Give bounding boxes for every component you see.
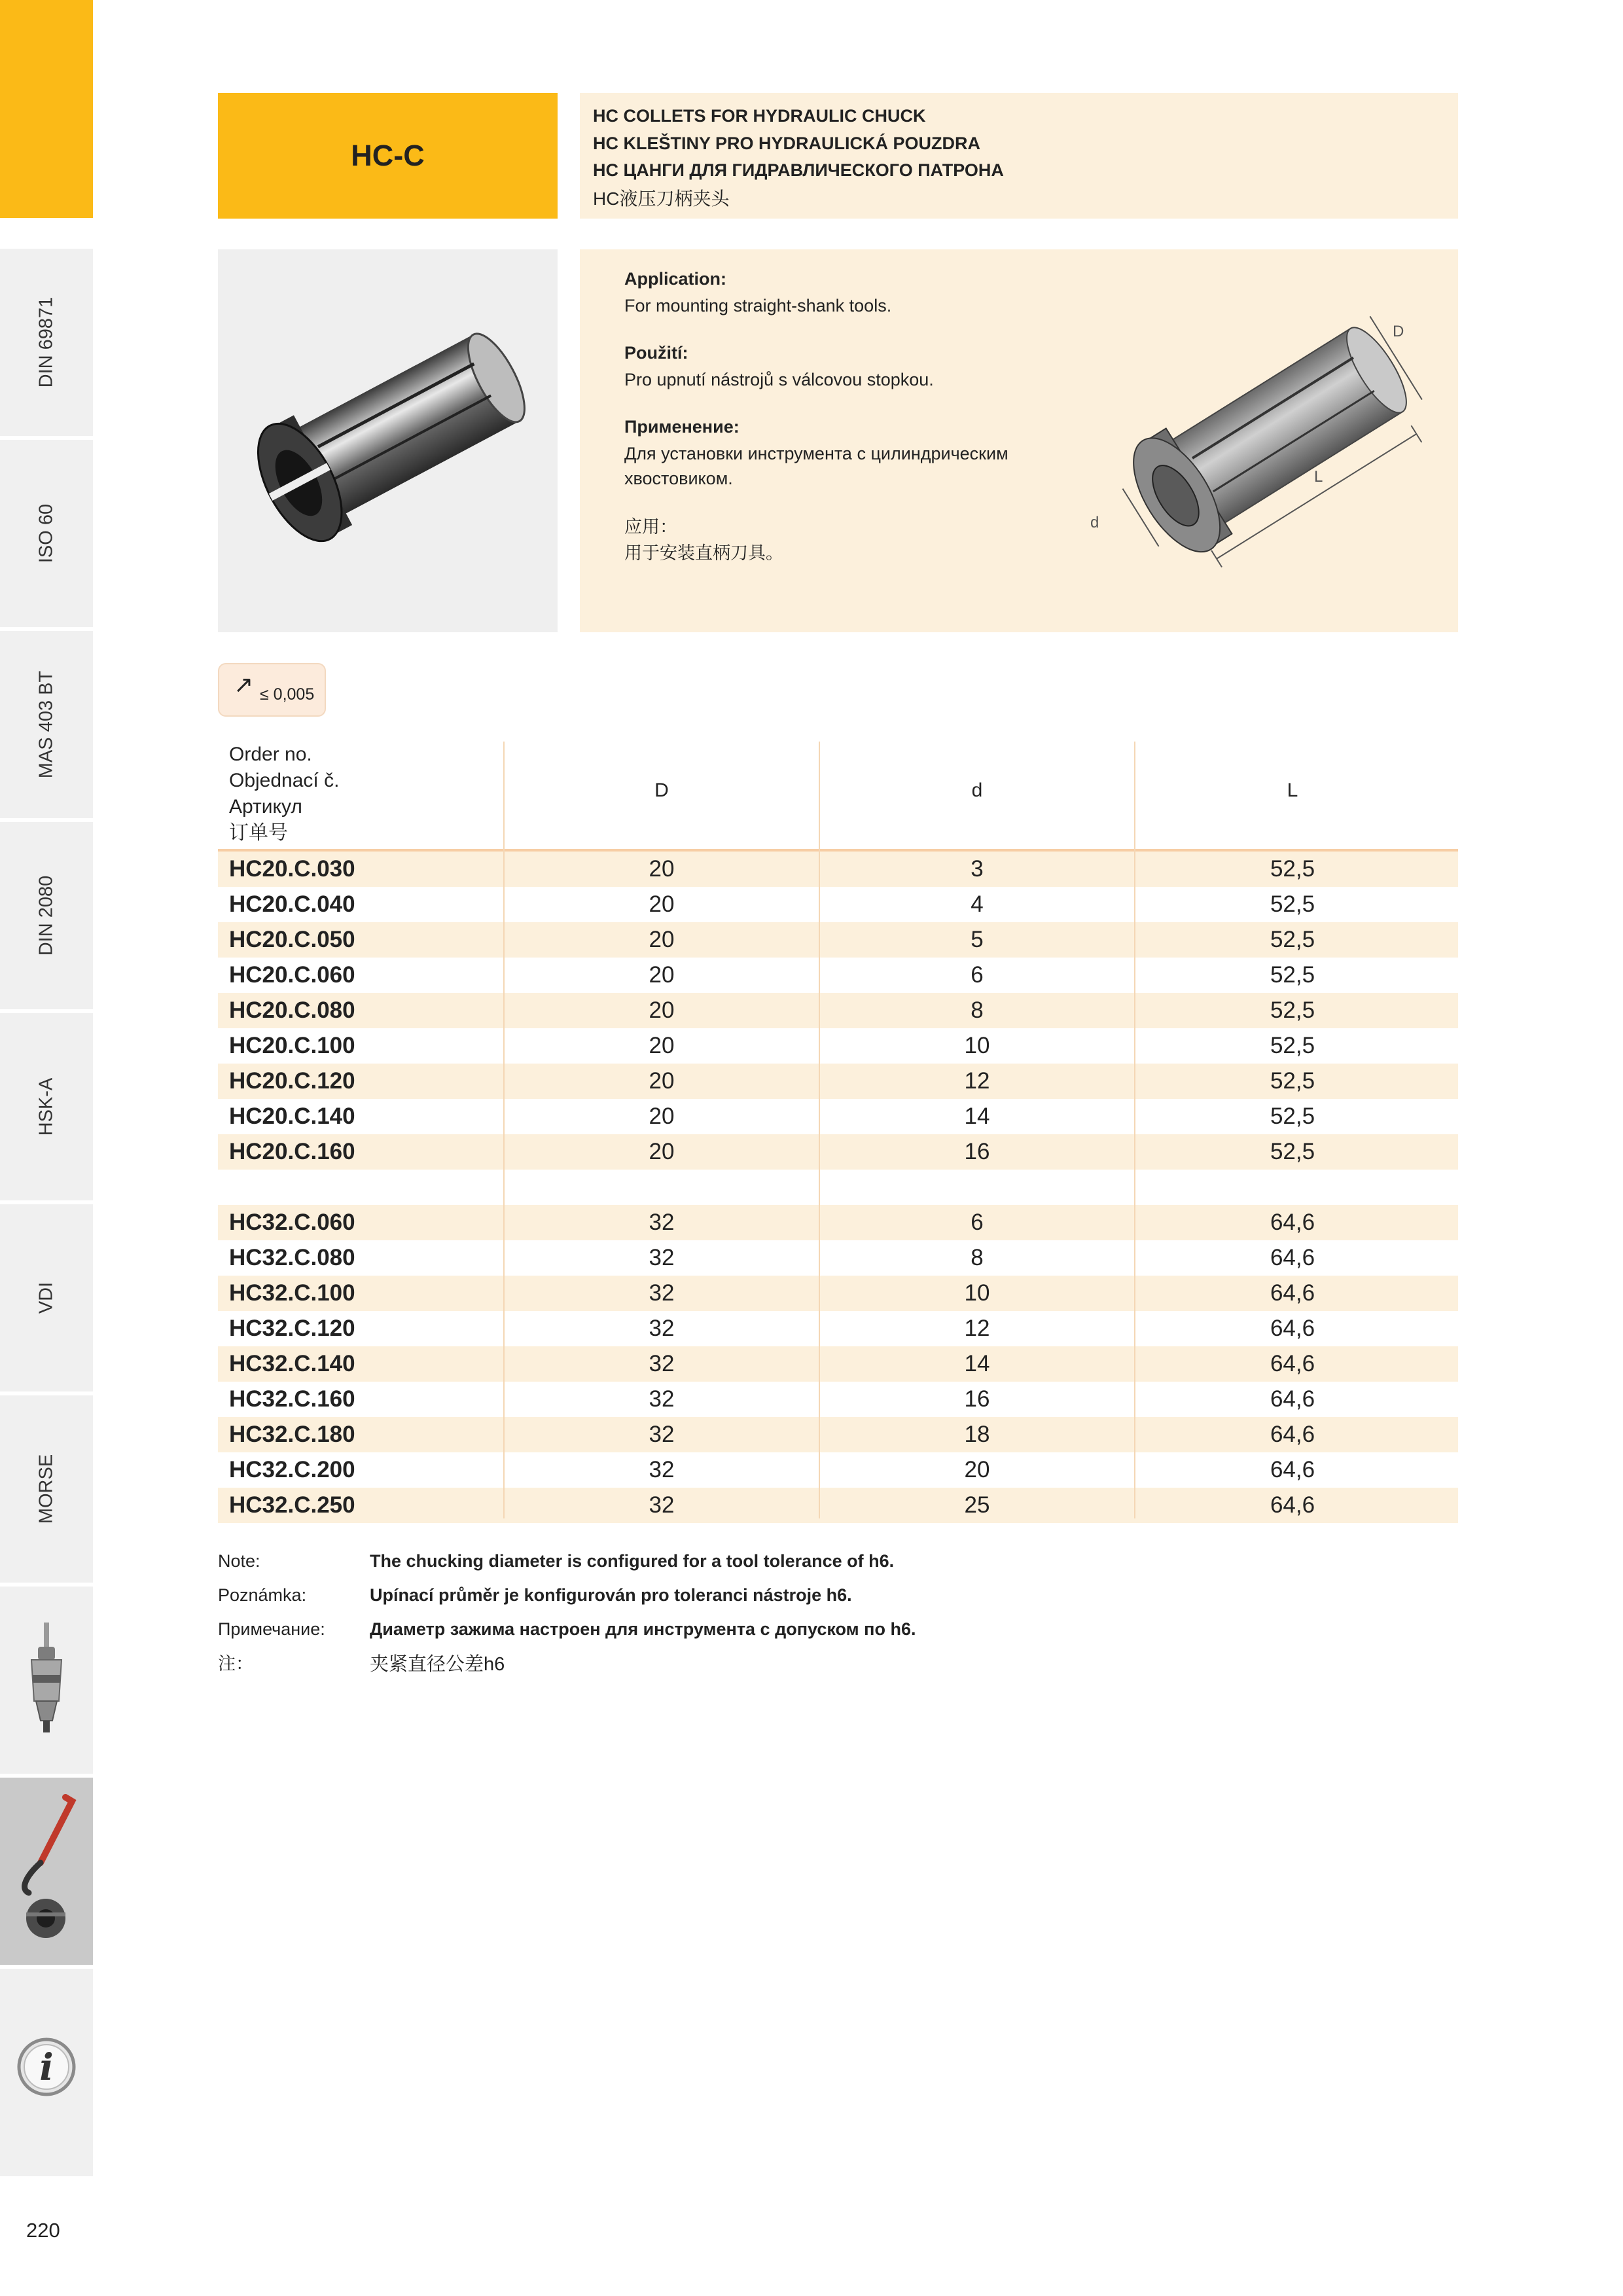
- sidebar-tab-accessories[interactable]: [0, 1778, 93, 1965]
- cell-D: 20: [649, 856, 675, 882]
- table-row: [218, 1240, 1458, 1276]
- cell-D: 32: [649, 1386, 675, 1412]
- cell-L: 64,6: [1270, 1280, 1315, 1306]
- application-text-cz: Pro upnutí nástrojů s válcovou stopkou.: [624, 370, 934, 389]
- product-code: HC-C: [351, 139, 425, 172]
- cell-d: 25: [964, 1492, 990, 1518]
- sidebar-tab-mas-403-bt[interactable]: [0, 631, 93, 818]
- title-ru: HC ЦАНГИ ДЛЯ ГИДРАВЛИЧЕСКОГО ПАТРОНА: [593, 160, 1004, 180]
- runout-tolerance-badge: [218, 663, 326, 717]
- order-number: HC20.C.140: [229, 1103, 355, 1129]
- header-order-cz: Objednací č.: [229, 770, 340, 791]
- order-number: HC20.C.050: [229, 927, 355, 952]
- info-icon: [0, 1969, 93, 2176]
- application-text-en: For mounting straight-shank tools.: [624, 296, 892, 315]
- drawing-label-D: D: [1393, 323, 1404, 340]
- order-number: HC32.C.140: [229, 1351, 355, 1376]
- cell-d: 12: [964, 1068, 990, 1094]
- page-number: 220: [26, 2219, 60, 2242]
- collet-drawing: [1065, 249, 1458, 632]
- table-header-d: d: [971, 780, 983, 801]
- order-number: HC32.C.080: [229, 1245, 355, 1270]
- title-en: HC COLLETS FOR HYDRAULIC CHUCK: [593, 106, 926, 126]
- cell-D: 32: [649, 1210, 675, 1235]
- sidebar-tab-din-2080[interactable]: [0, 822, 93, 1009]
- table-row: [218, 1205, 1458, 1240]
- sidebar-tab-label: ISO 60: [35, 503, 57, 564]
- sidebar-tab-morse[interactable]: [0, 1395, 93, 1583]
- cell-L: 64,6: [1270, 1210, 1315, 1235]
- cell-L: 64,6: [1270, 1386, 1315, 1412]
- cell-D: 20: [649, 927, 675, 952]
- cell-L: 64,6: [1270, 1422, 1315, 1447]
- cell-L: 52,5: [1270, 962, 1315, 988]
- product-code-box: [218, 93, 558, 219]
- order-number: HC20.C.060: [229, 962, 355, 988]
- sidebar-tab-din-69871[interactable]: [0, 249, 93, 436]
- order-number: HC32.C.200: [229, 1457, 355, 1482]
- cell-L: 52,5: [1270, 856, 1315, 882]
- note-label-cz: Poznámka:: [218, 1585, 307, 1605]
- cell-L: 64,6: [1270, 1316, 1315, 1341]
- drill-chuck-icon: [0, 1587, 93, 1774]
- order-number: HC32.C.160: [229, 1386, 355, 1412]
- cell-d: 14: [964, 1351, 990, 1376]
- order-number: HC32.C.100: [229, 1280, 355, 1306]
- cell-d: 4: [971, 891, 984, 917]
- table-row: [218, 1099, 1458, 1134]
- table-header-order: [229, 742, 339, 846]
- table-row: [218, 1311, 1458, 1346]
- note-text-zh: 夹紧直径公差h6: [370, 1654, 505, 1675]
- sidebar-tab-label: DIN 2080: [35, 875, 57, 956]
- cell-L: 52,5: [1270, 1103, 1315, 1129]
- cell-L: 52,5: [1270, 891, 1315, 917]
- sidebar-tab-label: DIN 69871: [35, 296, 57, 388]
- product-photo: [218, 249, 558, 632]
- table-row: [218, 887, 1458, 922]
- runout-arrow-icon: ↗: [234, 671, 254, 698]
- cell-d: 10: [964, 1280, 990, 1306]
- cell-L: 52,5: [1270, 1139, 1315, 1164]
- application-text-zh: 用于安装直柄刀具。: [624, 543, 783, 563]
- note-label-zh: 注：: [218, 1654, 253, 1674]
- cell-d: 16: [964, 1139, 990, 1164]
- order-number: HC32.C.060: [229, 1210, 355, 1235]
- cell-L: 52,5: [1270, 927, 1315, 952]
- wrench-nut-icon: [0, 1778, 93, 1965]
- note-text-en: The chucking diameter is configured for a tool tolerance of h6.: [370, 1551, 895, 1571]
- cell-D: 32: [649, 1422, 675, 1447]
- sidebar-tab-drill-chuck[interactable]: [0, 1587, 93, 1774]
- sidebar-tab-vdi[interactable]: [0, 1204, 93, 1391]
- drawing-label-L: L: [1314, 468, 1323, 486]
- application-heading-en: Application:: [624, 269, 726, 289]
- runout-tolerance-value: ≤ 0,005: [260, 685, 315, 704]
- note-label-ru: Примечание:: [218, 1619, 325, 1639]
- header-order-zh: 订单号: [229, 822, 288, 844]
- cell-D: 20: [649, 1033, 675, 1058]
- cell-D: 20: [649, 1139, 675, 1164]
- table-row: [218, 1417, 1458, 1452]
- application-heading-cz: Použití:: [624, 343, 688, 363]
- cell-L: 52,5: [1270, 997, 1315, 1023]
- table-row: [218, 1276, 1458, 1311]
- cell-D: 32: [649, 1457, 675, 1482]
- cell-L: 64,6: [1270, 1245, 1315, 1270]
- cell-L: 64,6: [1270, 1492, 1315, 1518]
- order-number: HC20.C.040: [229, 891, 355, 917]
- application-box: [580, 249, 1458, 632]
- cell-d: 10: [964, 1033, 990, 1058]
- header-order-ru: Артикул: [229, 796, 302, 817]
- table-row: [218, 958, 1458, 993]
- note-text-ru: Диаметр зажима настроен для инструмента с допуском по h6.: [370, 1619, 916, 1639]
- collet-photo-image: [218, 249, 558, 632]
- cell-d: 16: [964, 1386, 990, 1412]
- order-number: HC32.C.180: [229, 1422, 355, 1447]
- table-row: [218, 922, 1458, 958]
- table-row: [218, 1134, 1458, 1170]
- column-divider: [1134, 742, 1135, 1518]
- sidebar-tab-hsk-a[interactable]: [0, 1013, 93, 1200]
- cell-D: 20: [649, 962, 675, 988]
- order-number: HC32.C.250: [229, 1492, 355, 1518]
- cell-d: 6: [971, 1210, 984, 1235]
- cell-D: 20: [649, 891, 675, 917]
- svg-text:i: i: [39, 2046, 54, 2089]
- application-text-ru: Для установки инструмента с цилиндрическим: [624, 444, 1008, 463]
- cell-d: 6: [971, 962, 984, 988]
- application-heading-ru: Применение:: [624, 417, 740, 437]
- title-zh: HC液压刀柄夹头: [593, 188, 730, 209]
- cell-D: 32: [649, 1245, 675, 1270]
- table-group-spacer: [218, 1170, 1458, 1205]
- cell-d: 8: [971, 997, 984, 1023]
- product-title-box: [580, 93, 1458, 219]
- table-header-D: D: [654, 780, 669, 801]
- cell-D: 32: [649, 1492, 675, 1518]
- sidebar-tab-info[interactable]: [0, 1969, 93, 2176]
- sidebar-tab-label: VDI: [35, 1282, 57, 1314]
- cell-L: 64,6: [1270, 1457, 1315, 1482]
- table-header-L: L: [1287, 780, 1298, 801]
- cell-L: 52,5: [1270, 1068, 1315, 1094]
- cell-D: 20: [649, 1068, 675, 1094]
- sidebar-tab-iso-60[interactable]: [0, 440, 93, 627]
- cell-d: 18: [964, 1422, 990, 1447]
- cell-D: 32: [649, 1351, 675, 1376]
- column-divider: [503, 742, 505, 1518]
- table-row: [218, 1488, 1458, 1523]
- sidebar-tab-label: MORSE: [35, 1454, 57, 1524]
- sidebar-tab-label: MAS 403 BT: [35, 670, 57, 779]
- sidebar-active-marker: [0, 0, 93, 218]
- table-row: [218, 852, 1458, 887]
- order-number: HC20.C.120: [229, 1068, 355, 1094]
- cell-L: 52,5: [1270, 1033, 1315, 1058]
- cell-d: 12: [964, 1316, 990, 1341]
- cell-D: 32: [649, 1316, 675, 1341]
- title-cz: HC KLEŠTINY PRO HYDRAULICKÁ POUZDRA: [593, 134, 981, 153]
- sidebar-tab-label: HSK-A: [35, 1077, 57, 1136]
- application-heading-zh: 应用：: [624, 517, 677, 537]
- header-order-en: Order no.: [229, 744, 312, 765]
- cell-L: 64,6: [1270, 1351, 1315, 1376]
- cell-d: 14: [964, 1103, 990, 1129]
- cell-d: 5: [971, 927, 984, 952]
- cell-d: 3: [971, 856, 984, 882]
- order-number: HC20.C.100: [229, 1033, 355, 1058]
- order-number: HC20.C.030: [229, 856, 355, 882]
- table-row: [218, 993, 1458, 1028]
- application-text-ru-2: хвостовиком.: [624, 469, 733, 488]
- order-number: HC20.C.160: [229, 1139, 355, 1164]
- note-label-en: Note:: [218, 1551, 260, 1571]
- table-row: [218, 1382, 1458, 1417]
- table-row: [218, 1064, 1458, 1099]
- cell-D: 32: [649, 1280, 675, 1306]
- table-row: [218, 1346, 1458, 1382]
- order-number: HC20.C.080: [229, 997, 355, 1023]
- cell-D: 20: [649, 997, 675, 1023]
- sidebar: [0, 0, 93, 2176]
- cell-d: 8: [971, 1245, 984, 1270]
- order-number: HC32.C.120: [229, 1316, 355, 1341]
- table-row: [218, 1028, 1458, 1064]
- drawing-label-d: d: [1090, 514, 1099, 531]
- cell-d: 20: [964, 1457, 990, 1482]
- note-text-cz: Upínací průměr je konfigurován pro toleranci nástroje h6.: [370, 1585, 852, 1605]
- column-divider: [819, 742, 820, 1518]
- cell-D: 20: [649, 1103, 675, 1129]
- table-row: [218, 1452, 1458, 1488]
